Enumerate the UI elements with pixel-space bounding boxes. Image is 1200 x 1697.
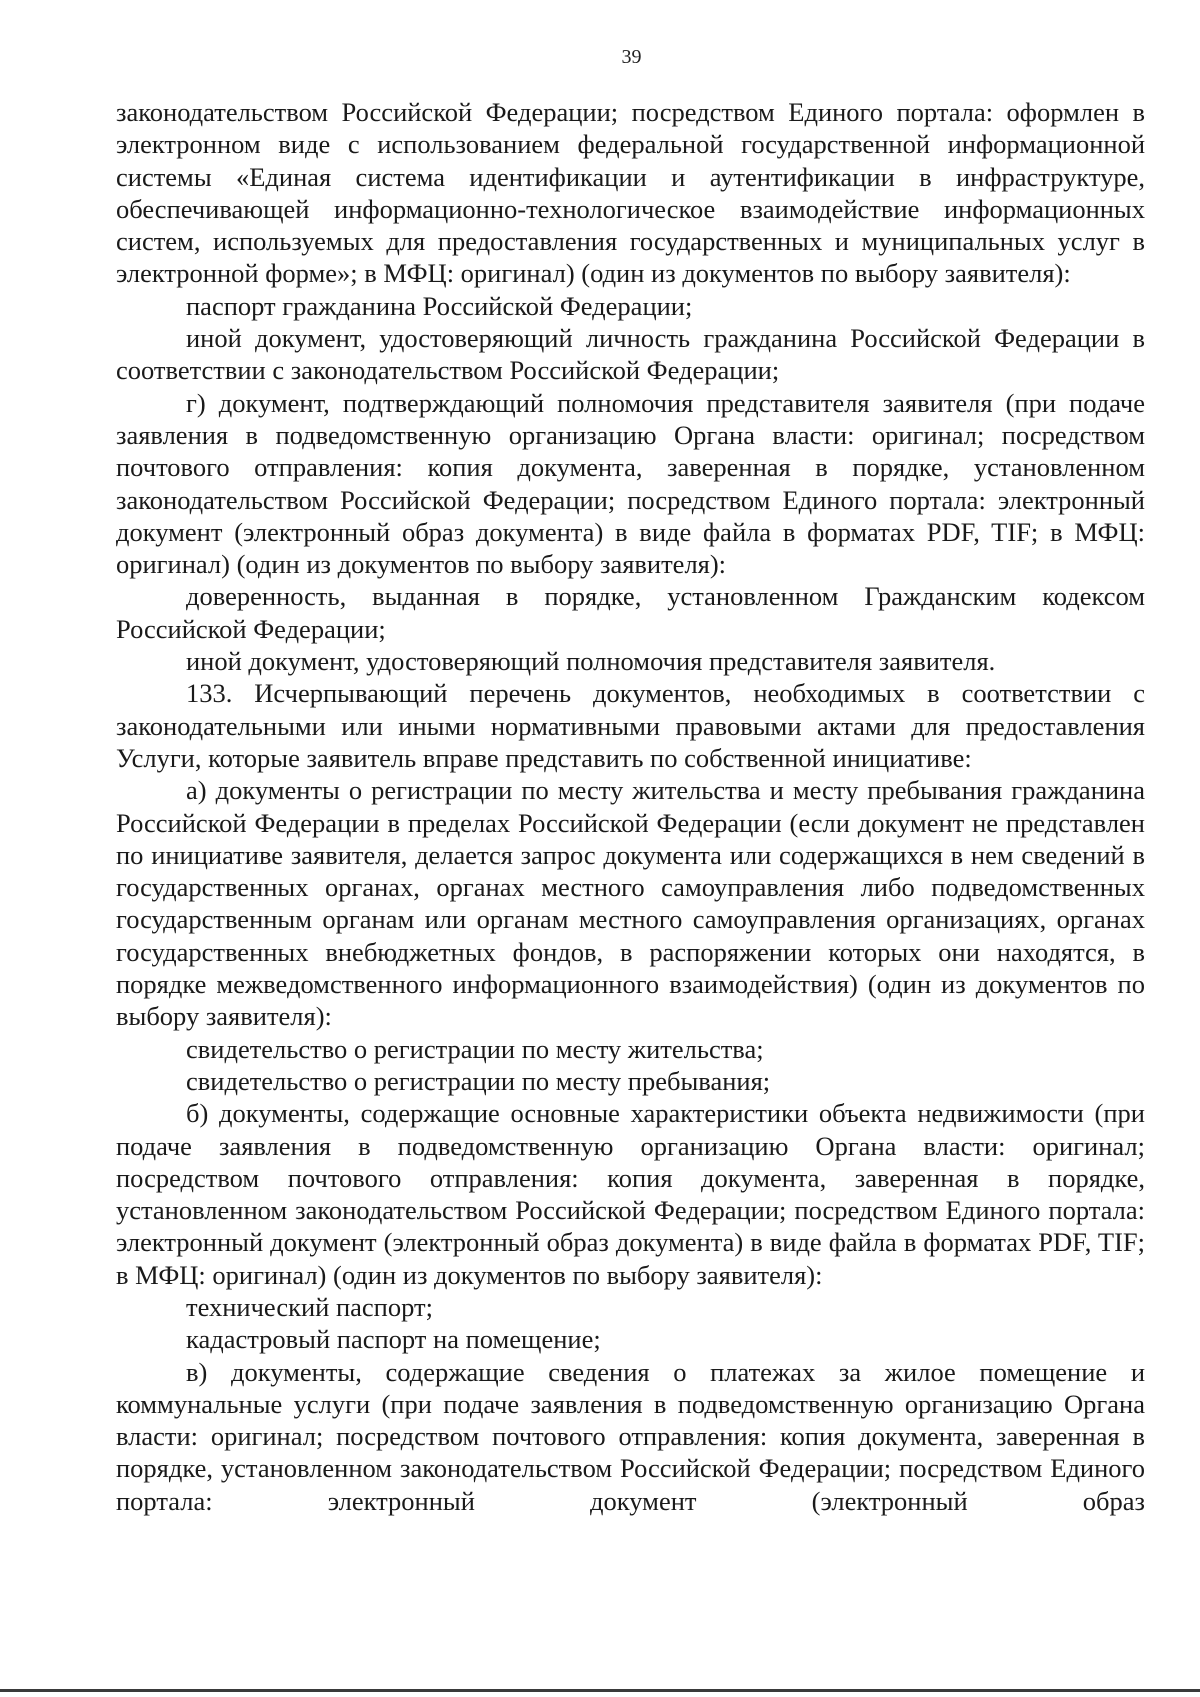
subclause-g: г) документ, подтверждающий полномочия представителя заявителя (при подаче заявления в подведомственную организацию Органа власти: оригинал; посредством почтового отправления: копия документа, заверенная в порядке, установленном законодательством Российской Федерации; посредством Единого портала: электронный документ (электронный образ документа) в виде файла в форматах PDF, TIF; в МФЦ: оригинал) (один из документов по выбору заявителя): <box>116 387 1145 580</box>
list-item: паспорт гражданина Российской Федерации; <box>186 290 693 321</box>
clause-133: 133. Исчерпывающий перечень документов, необходимых в соответствии с законодательными или иными нормативными правовыми актами для предоставления Услуги, которые заявитель вправе представить по собственной инициативе: <box>116 678 1145 773</box>
paragraph: законодательством Российской Федерации; посредством Единого портала: оформлен в электронном виде с использованием федеральной государственной информационной системы «Единая система идентификации и аутентификации в инфраструктуре, обеспечивающей информационно-технологическое взаимодействие информационных систем, используемых для предоставления государственных и муниципальных услуг в электронной форме»; в МФЦ: оригинал) (один из документов по выбору заявителя): <box>116 97 1145 289</box>
list-item: свидетельство о регистрации по месту жительства; <box>186 1033 764 1064</box>
document-body <box>116 96 1145 1517</box>
page-number: 39 <box>621 46 642 68</box>
list-item: доверенность, выданная в порядке, установленном Гражданским кодексом Российской Федерации; <box>116 581 1145 644</box>
subclause-v: в) документы, содержащие сведения о платежах за жилое помещение и коммунальные услуги (при подаче заявления в подведомственную организацию Органа власти: оригинал; посредством почтового отправления: копия документа, заверенная в порядке, установленном законодательством Российской Федерации; посредством Единого портала: электронный документ (электронный образ <box>116 1356 1145 1516</box>
list-item: свидетельство о регистрации по месту пребывания; <box>186 1065 771 1096</box>
subclause-a: а) документы о регистрации по месту жительства и месту пребывания гражданина Российской Федерации в пределах Российской Федерации (если документ не представлен по инициативе заявителя, делается запрос документа или содержащихся в нем сведений в государственных органах, органах местного самоуправления либо подведомственных государственным органам или органам местного самоуправления организациях, органах государственных внебюджетных фондов, в распоряжении которых они находятся, в порядке межведомственного информационного взаимодействия) (один из документов по выбору заявителя): <box>116 775 1145 1032</box>
scan-bottom-edge <box>0 1689 1200 1692</box>
list-item: кадастровый паспорт на помещение; <box>186 1324 601 1355</box>
list-item: иной документ, удостоверяющий личность гражданина Российской Федерации в соответствии с законодательством Российской Федерации; <box>116 323 1145 386</box>
list-item: иной документ, удостоверяющий полномочия представителя заявителя. <box>186 646 996 677</box>
subclause-b: б) документы, содержащие основные характеристики объекта недвижимости (при подаче заявления в подведомственную организацию Органа власти: оригинал; посредством почтового отправления: копия документа, заверенная в порядке, установленном законодательством Российской Федерации; посредством Единого портала: электронный документ (электронный образ документа) в виде файла в форматах PDF, TIF; в МФЦ: оригинал) (один из документов по выбору заявителя): <box>116 1098 1145 1290</box>
list-item: технический паспорт; <box>186 1291 433 1322</box>
